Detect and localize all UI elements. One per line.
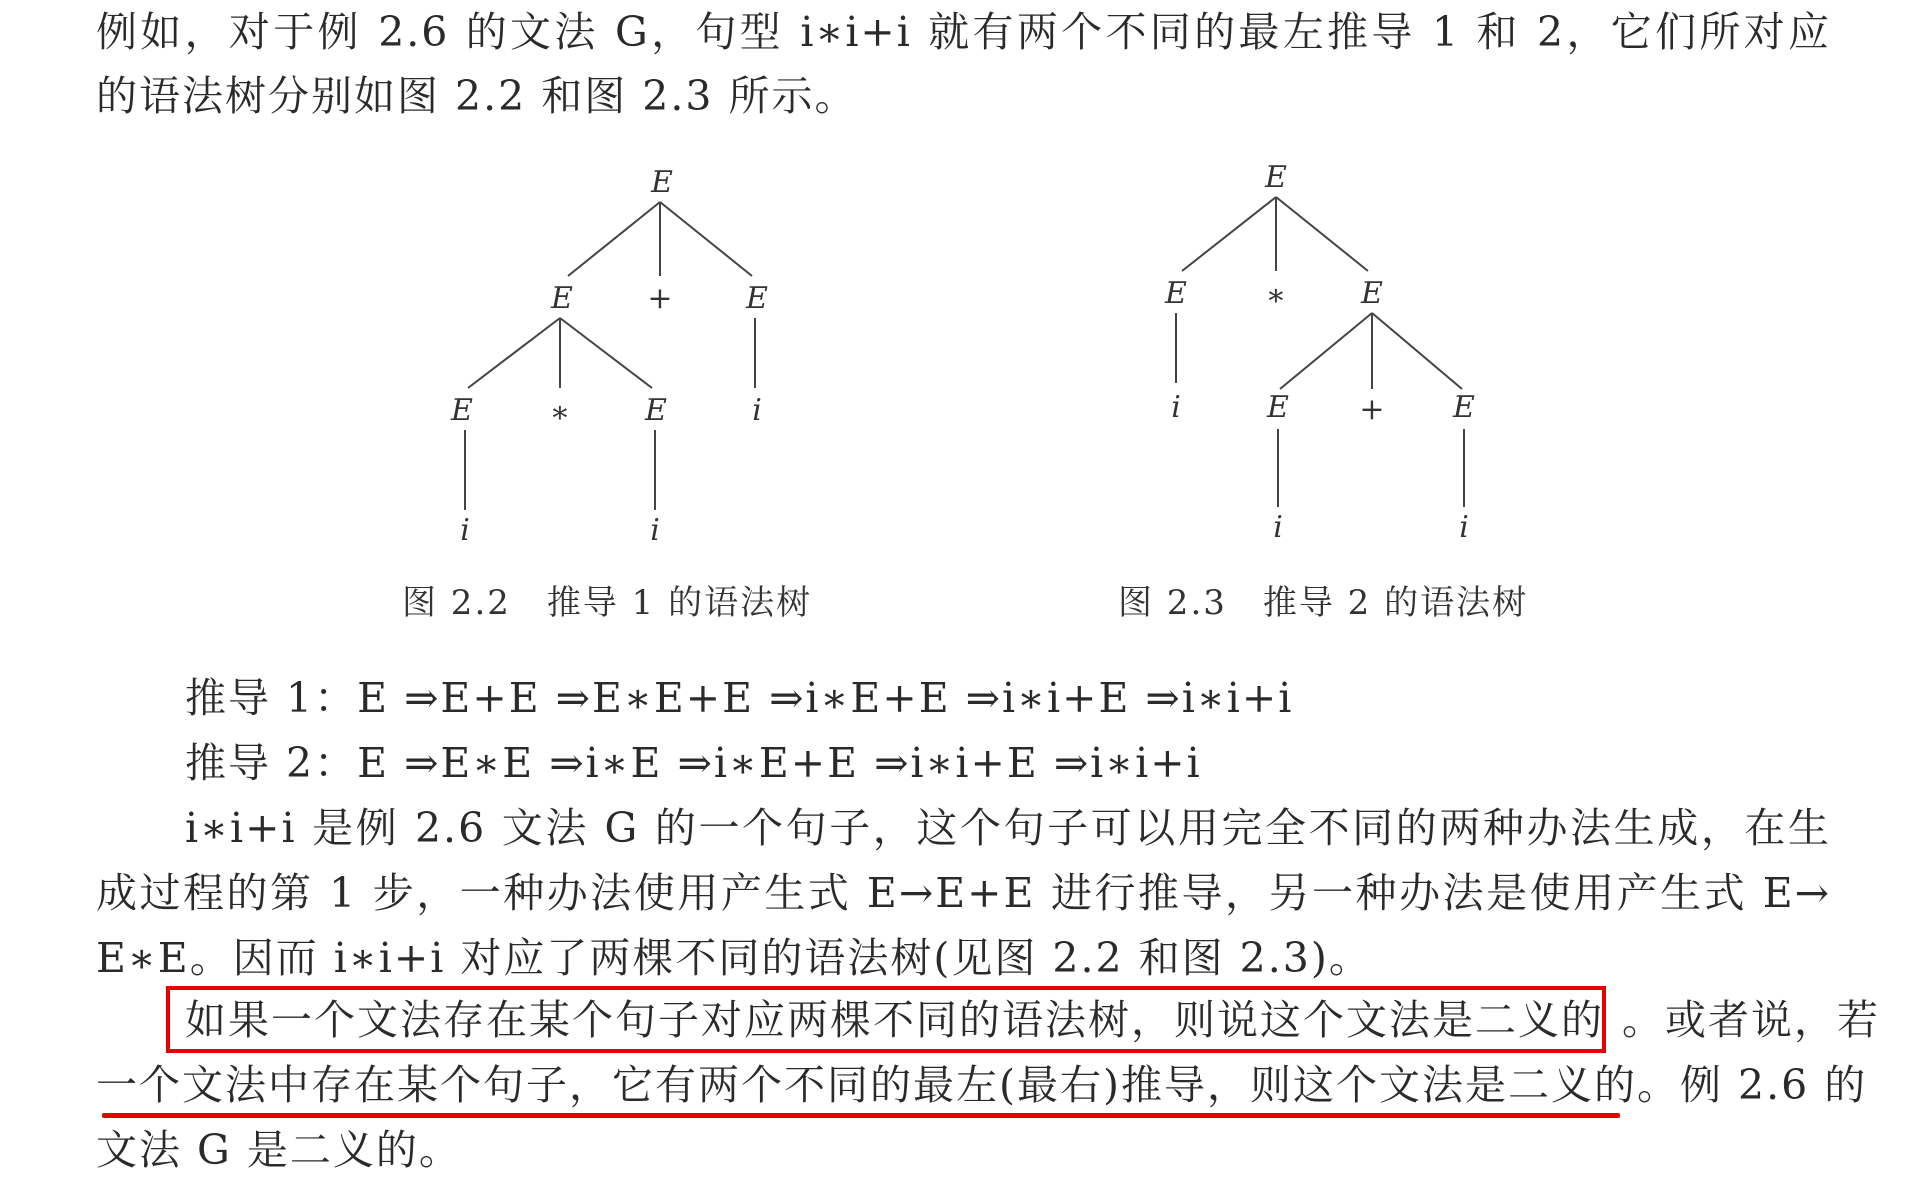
tree-node: E [651, 165, 673, 200]
paragraph-1-line-1 [96, 802, 1831, 854]
figure-2-3-parse-tree [1140, 145, 1500, 545]
tree-node: i [650, 513, 660, 548]
tree-node: ∗ [549, 395, 571, 430]
definition-highlighted-text: 如果一个文法存在某个句子对应两棵不同的语法树，则说这个文法是二义的 [185, 996, 1604, 1044]
tree-node: i [752, 393, 762, 428]
derivation-2: 推导 2：E ⇒E∗E ⇒i∗E ⇒i∗E+E ⇒i∗i+E ⇒i∗i+i [185, 739, 1202, 787]
tree-node: E [1453, 390, 1475, 425]
paragraph-1-line-2: 成过程的第 1 步，一种办法使用产生式 E→E+E 进行推导，另一种办法是使用产生式 E→ [96, 869, 1831, 917]
paragraph-2-line-2 [96, 1059, 1867, 1111]
tree-node: E [451, 393, 473, 428]
tree-node: i [1171, 390, 1181, 425]
tree-node: E [746, 281, 768, 316]
paragraph-2-line-3: 文法 G 是二义的。 [96, 1126, 462, 1174]
paragraph-1-line-3: E∗E。因而 i∗i+i 对应了两棵不同的语法树(见图 2.2 和图 2.3)。 [96, 934, 1372, 982]
tree-node: E [645, 393, 667, 428]
tree-node: E [1361, 276, 1383, 311]
paragraph-2-line-2-rest: 。例 2.6 的 [1637, 1061, 1868, 1109]
figure-2-3-caption: 图 2.3 推导 2 的语法树 [1118, 583, 1529, 623]
figure-2-2-caption: 图 2.2 推导 1 的语法树 [402, 583, 813, 623]
paragraph-1-line-1-text: i∗i+i 是例 2.6 文法 G 的一个句子，这个句子可以用完全不同的两种办法生成，在生 [185, 804, 1831, 852]
tree-node: + [647, 281, 673, 316]
tree-node: i [1459, 510, 1469, 545]
tree-node: i [460, 513, 470, 548]
figure-2-2-parse-tree [420, 150, 800, 550]
definition-underlined-text: 一个文法中存在某个句子，它有两个不同的最左(最右)推导，则这个文法是二义的 [96, 1061, 1637, 1109]
paragraph-2-line-1-rest: 。或者说，若 [1622, 996, 1880, 1044]
derivation-1: 推导 1：E ⇒E+E ⇒E∗E+E ⇒i∗E+E ⇒i∗i+E ⇒i∗i+i [185, 674, 1294, 722]
tree-node: E [551, 281, 573, 316]
tree-node: E [1267, 390, 1289, 425]
tree-node: i [1273, 510, 1283, 545]
red-highlight-box [166, 986, 1606, 1053]
intro-line-1: 例如，对于例 2.6 的文法 G，句型 i∗i+i 就有两个不同的最左推导 1 和 2，它们所对应 [96, 8, 1831, 56]
tree-node: E [1165, 276, 1187, 311]
tree-node: E [1265, 160, 1287, 195]
tree-node: ∗ [1265, 278, 1287, 313]
red-underline [102, 1113, 1620, 1118]
intro-line-2: 的语法树分别如图 2.2 和图 2.3 所示。 [96, 72, 858, 120]
tree-node: + [1359, 392, 1385, 427]
